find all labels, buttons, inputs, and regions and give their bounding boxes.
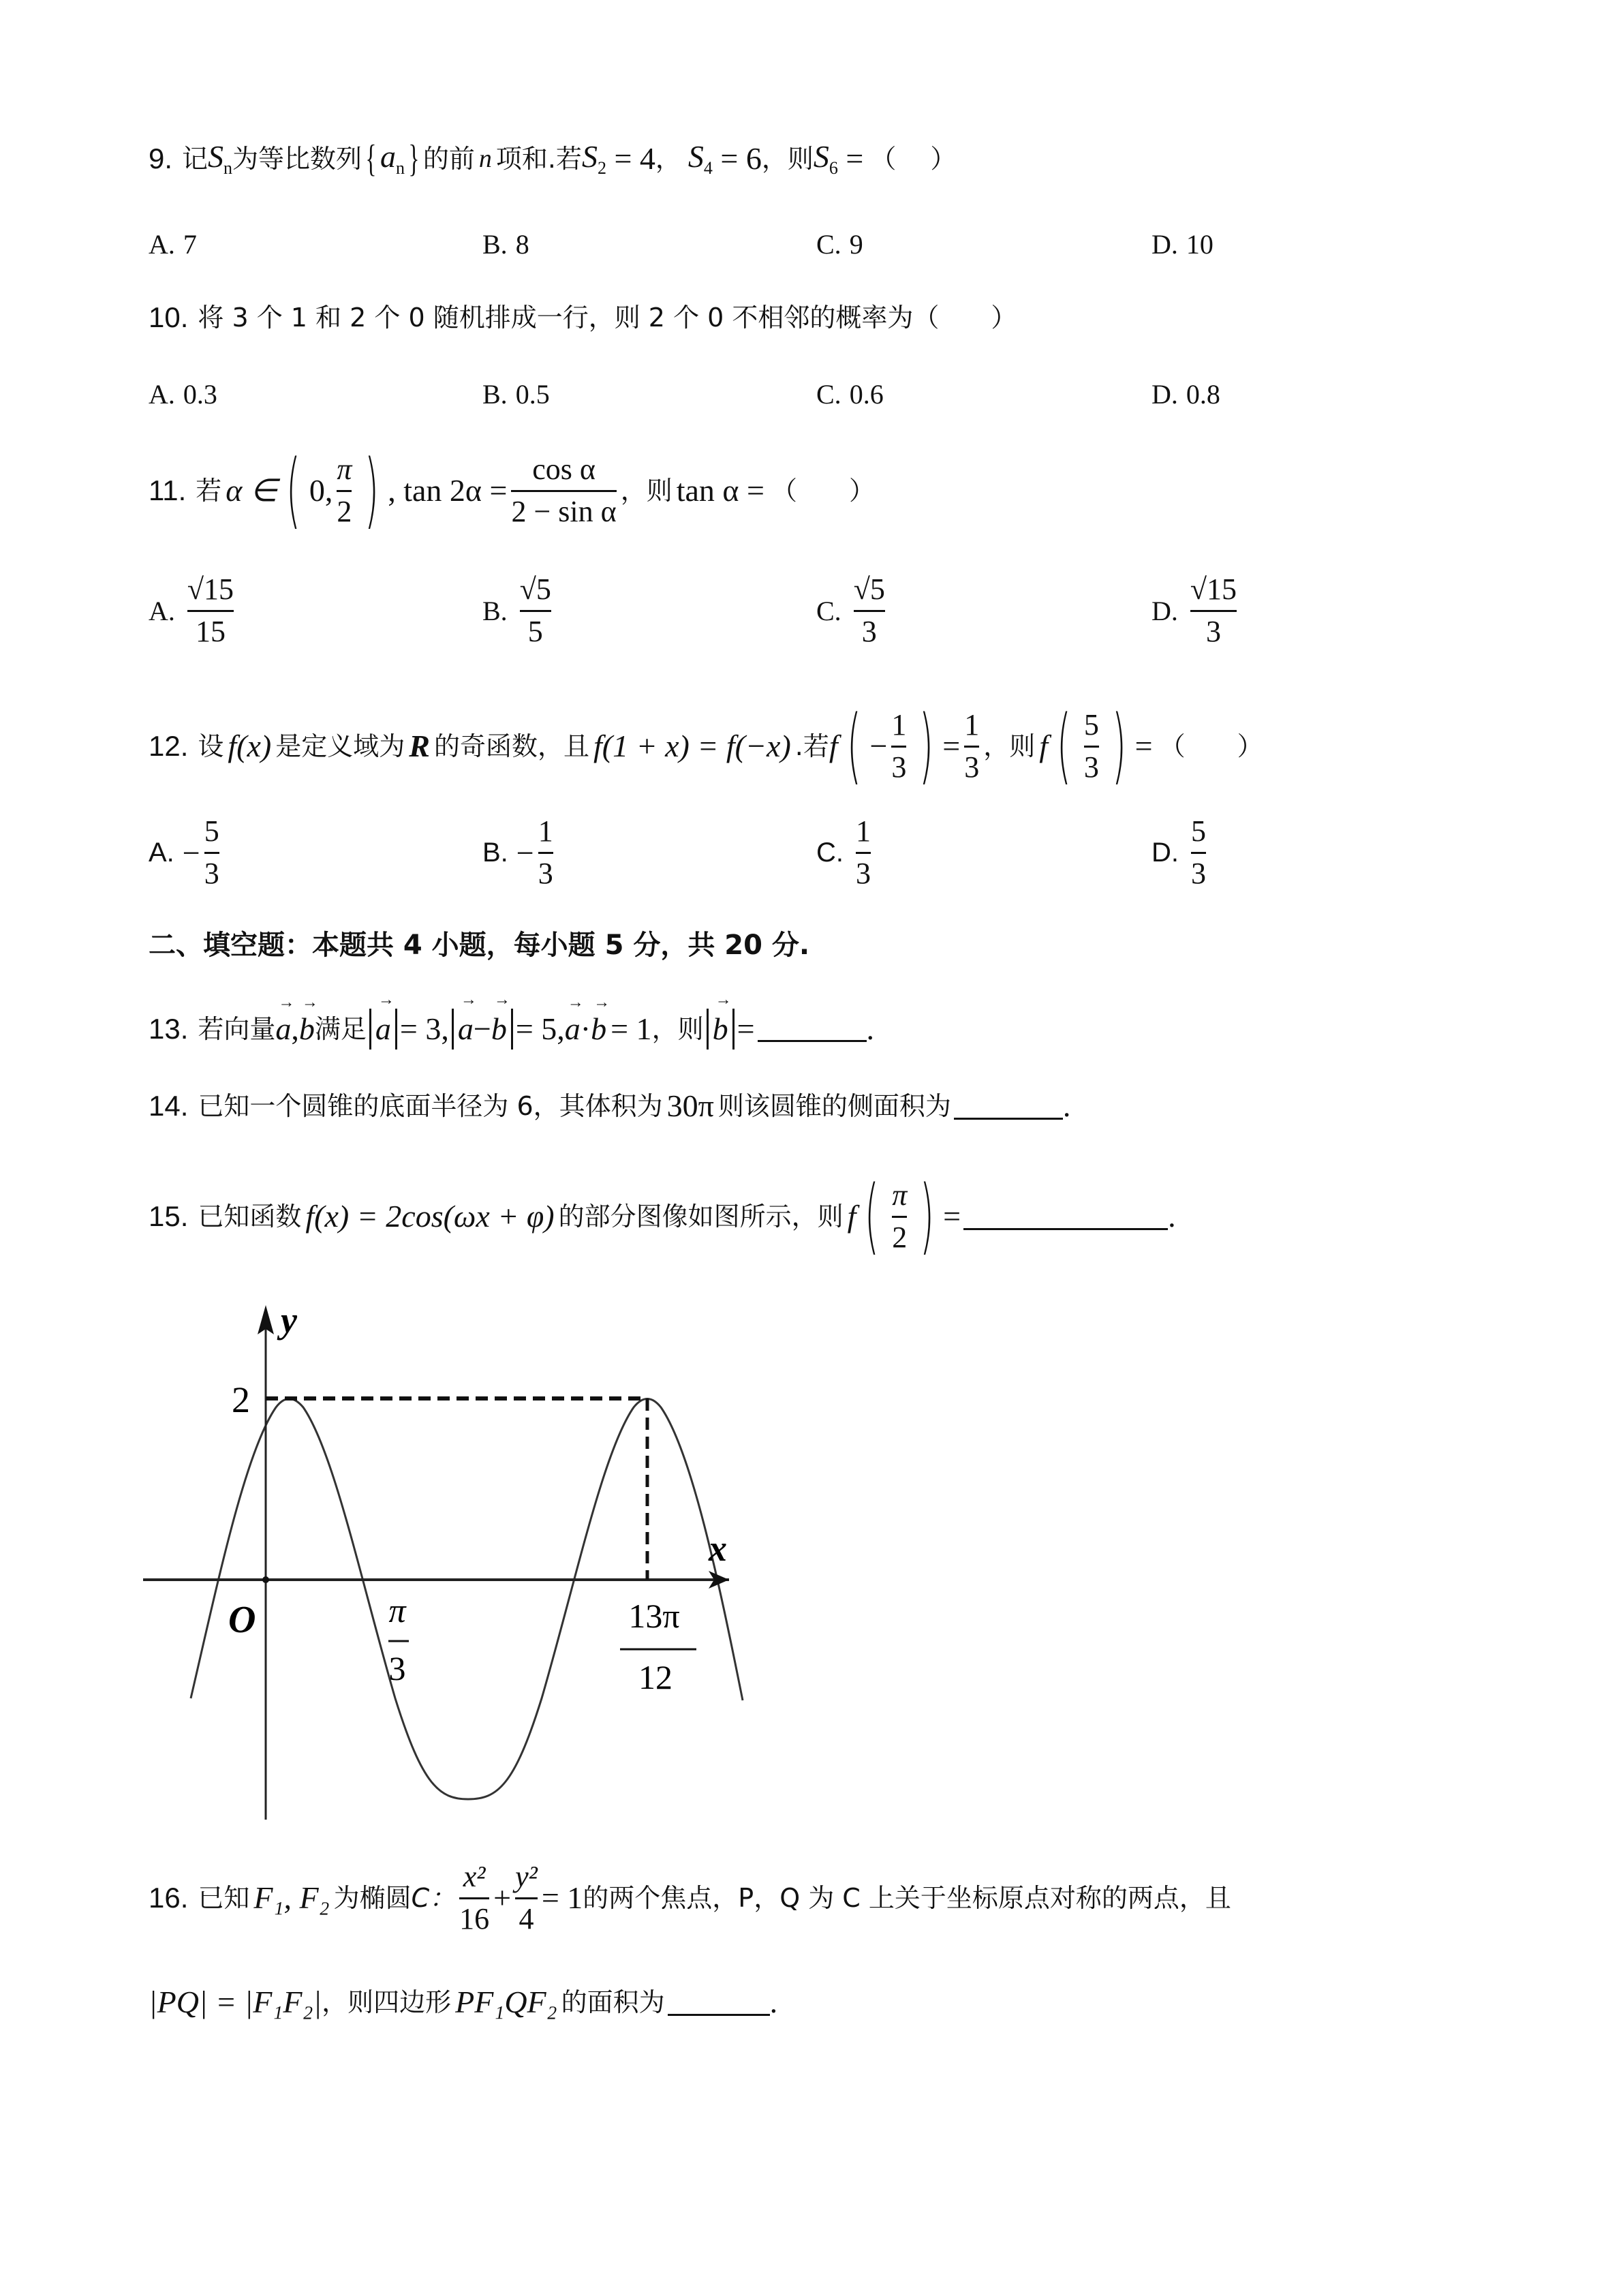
x-tick-pi3-num: π (388, 1591, 406, 1629)
question-text: 将 3 个 1 和 2 个 0 随机排成一行，则 2 个 0 不相邻的概率为（ ） (198, 303, 1017, 333)
question-text: ，则 (620, 476, 673, 506)
question-text: ，则 (761, 144, 814, 174)
question-number: 15. (149, 1200, 189, 1232)
option-c[interactable]: C. $\frac{√5}{3}$ (816, 572, 885, 648)
option-b[interactable]: B. 0.5 (482, 379, 550, 410)
y-tick-2: 2 (232, 1379, 250, 1420)
question-text: 则该圆锥的侧面积为 (717, 1091, 951, 1121)
answer-paren: （ ） (1159, 731, 1263, 761)
option-d[interactable]: D. 10 (1151, 229, 1214, 260)
math-f: f (847, 1199, 856, 1234)
paren-close: ) (920, 1169, 935, 1264)
math-minus: − (869, 729, 888, 763)
math-interval-left: 0, (309, 473, 333, 508)
question-14 (149, 1090, 1070, 1122)
question-text: ，则 (651, 1013, 704, 1044)
option-c[interactable]: C. $\frac{1}{3}$ (816, 814, 871, 890)
question-text: 若向量 (198, 1013, 276, 1044)
punct: , (291, 1011, 299, 1046)
math-ask: tan α = (676, 473, 764, 508)
punct: . (1062, 1088, 1071, 1123)
math-quadrilateral: PF₁QF₂ (455, 1985, 557, 2019)
question-number: 9. (149, 142, 173, 174)
question-12 (149, 699, 1263, 793)
fraction-x2-16: $\frac{\text{x²}}{16}$ (459, 1859, 490, 1935)
math-value: = 6 (712, 141, 762, 176)
paren-close: ) (365, 443, 380, 538)
option-b[interactable]: B. 8 (482, 229, 529, 260)
question-text: ，则 (983, 731, 1036, 761)
math-condition: |PQ| = |F₁F₂| (149, 1985, 322, 2019)
question-text: 项和.若 (495, 144, 582, 174)
option-b[interactable]: B. − $\frac{1}{3}$ (482, 814, 553, 890)
math-tan2a: , tan 2α = (388, 473, 508, 508)
math-plus: + (493, 1880, 512, 1915)
question-text: 满足 (314, 1013, 367, 1044)
math-eq-one: = 1 (541, 1880, 583, 1915)
abs-b: → b (707, 1009, 735, 1050)
question-text: 的面积为 (561, 1987, 665, 2017)
question-number: 16. (149, 1882, 189, 1914)
question-text: 已知 (198, 1883, 250, 1913)
option-d[interactable]: D. $\frac{√15}{3}$ (1151, 572, 1237, 648)
math-S6: $S_6$ (813, 138, 838, 178)
fraction-pi-over-2: $\frac{\pi}{2}$ (337, 452, 352, 528)
math-foci: F₁, F₂ (253, 1880, 330, 1915)
math-value: = 4 (606, 141, 655, 176)
punct: . (866, 1011, 875, 1046)
fraction-1-3: $\frac{1}{3}$ (891, 707, 907, 784)
answer-paren-open: （ (870, 144, 897, 174)
question-number: 14. (149, 1090, 189, 1122)
math-function: f(x) = 2cos(ωx + φ) (305, 1199, 555, 1234)
question-text: ，则四边形 (322, 1987, 452, 2017)
option-a[interactable]: A. 7 (149, 229, 197, 260)
origin-label: O (228, 1599, 256, 1641)
question-text: 为椭圆 (333, 1883, 412, 1913)
answer-blank[interactable] (758, 1015, 867, 1042)
question-text: 的部分图像如图所示，则 (558, 1201, 844, 1231)
math-functional-eq: f(1 + x) = f(−x) (593, 729, 791, 763)
option-c[interactable]: C. 9 (816, 229, 863, 260)
paren-open: ( (1056, 699, 1071, 793)
punct: . (1168, 1199, 1176, 1234)
math-dot: · (580, 1011, 591, 1046)
math-f: f (829, 729, 838, 763)
question-number: 13. (149, 1012, 189, 1045)
math-fx: f(x) (228, 729, 272, 763)
answer-blank[interactable] (963, 1204, 1168, 1230)
answer-paren: （ ） (771, 476, 875, 506)
answer-blank[interactable] (668, 1989, 770, 2016)
question-text: 为等比数列 (232, 144, 362, 174)
math-value: = 5, (515, 1011, 565, 1046)
option-a[interactable]: A. 0.3 (149, 379, 217, 410)
math-eq: = (942, 729, 961, 763)
question-16-line-2 (149, 1987, 777, 2018)
option-c[interactable]: C. 0.6 (816, 379, 884, 410)
abs-a: → a (369, 1009, 397, 1050)
y-axis-label: y (281, 1300, 297, 1341)
fraction-5-3: $\frac{5}{3}$ (1083, 707, 1099, 784)
math-eq: = (737, 1011, 755, 1046)
fraction-y2-4: $\frac{\text{y²}}{4}$ (515, 1859, 538, 1935)
vector-a: → a (275, 1013, 291, 1045)
question-text: .若 (794, 731, 829, 761)
question-10 (149, 303, 1017, 332)
vector-b: → b (591, 1013, 606, 1045)
math-S2: $S_2$ (581, 138, 606, 178)
fraction-pi-over-2: $\frac{\pi}{2}$ (892, 1178, 908, 1254)
punct: ， (655, 144, 681, 174)
question-16 (149, 1854, 1231, 1942)
brace-open: { (365, 138, 377, 180)
question-number: 10. (149, 301, 189, 333)
question-15 (149, 1169, 1176, 1264)
x-axis-label: x (709, 1528, 727, 1569)
option-a[interactable]: A. − $\frac{5}{3}$ (149, 814, 219, 890)
math-R: R (409, 729, 430, 763)
question-13 (149, 1009, 874, 1050)
option-b[interactable]: B. $\frac{√5}{5}$ (482, 572, 551, 648)
question-text: 的前 (422, 144, 475, 174)
brace-close: } (408, 138, 420, 180)
question-text: 的两个焦点，P，Q 为 C 上关于坐标原点对称的两点，且 (583, 1883, 1231, 1913)
option-a[interactable]: A. $\frac{√15}{15}$ (149, 572, 234, 648)
math-eq: = (1134, 729, 1153, 763)
answer-paren-close: ） (930, 144, 957, 174)
math-eq: = (943, 1199, 961, 1234)
question-text: 的奇函数，且 (433, 731, 589, 761)
math-S4: $S_4$ (687, 138, 713, 178)
vector-a: → a (565, 1013, 581, 1045)
paren-open: ( (285, 443, 300, 538)
math-value: = 1 (610, 1011, 652, 1046)
question-text: 是定义域为 (275, 731, 405, 761)
question-text: 设 (198, 731, 224, 761)
fraction-1-3: $\frac{1}{3}$ (964, 707, 980, 784)
option-d[interactable]: D. 0.8 (1151, 379, 1220, 410)
question-9 (149, 140, 956, 178)
option-d[interactable]: D. $\frac{5}{3}$ (1151, 814, 1206, 890)
x-tick-13pi12-den: 12 (638, 1658, 673, 1696)
math-an: $a_n$ (380, 138, 405, 178)
paren-close: ) (919, 699, 934, 793)
fraction-cos-over-sin: $\frac{\text{cos α}}{\text{2 − sin α}}$ (511, 452, 617, 528)
paren-open: ( (865, 1169, 880, 1264)
cosine-graph (136, 1281, 749, 1840)
section-heading: 二、填空题：本题共 4 小题，每小题 5 分，共 20 分. (149, 930, 810, 961)
math-f: f (1039, 729, 1048, 763)
paren-close: ) (1111, 699, 1126, 793)
question-number: 12. (149, 730, 189, 762)
math-n: n (478, 144, 492, 173)
math-volume: 30π (666, 1088, 714, 1123)
question-11 (149, 443, 875, 538)
math-alpha-in: α ∈ (226, 473, 278, 508)
math-eq: = (837, 141, 864, 176)
answer-blank[interactable] (954, 1093, 1063, 1120)
abs-a-minus-b: → a−→ b (452, 1009, 513, 1050)
paren-open: ( (846, 699, 861, 793)
math-Sn: $S_n$ (208, 138, 233, 178)
question-text: 若 (196, 476, 222, 506)
question-text: 记 (182, 144, 208, 174)
punct: . (769, 1985, 778, 2019)
question-text: 已知一个圆锥的底面半径为 6，其体积为 (198, 1091, 663, 1121)
x-tick-13pi12-num: 13π (628, 1597, 680, 1635)
math-value: = 3, (399, 1011, 449, 1046)
vector-b: → b (299, 1013, 315, 1045)
question-text: 已知函数 (198, 1201, 302, 1231)
question-number: 11. (149, 474, 187, 506)
x-tick-pi3-den: 3 (388, 1649, 406, 1687)
ellipse-label: C： (411, 1883, 456, 1913)
